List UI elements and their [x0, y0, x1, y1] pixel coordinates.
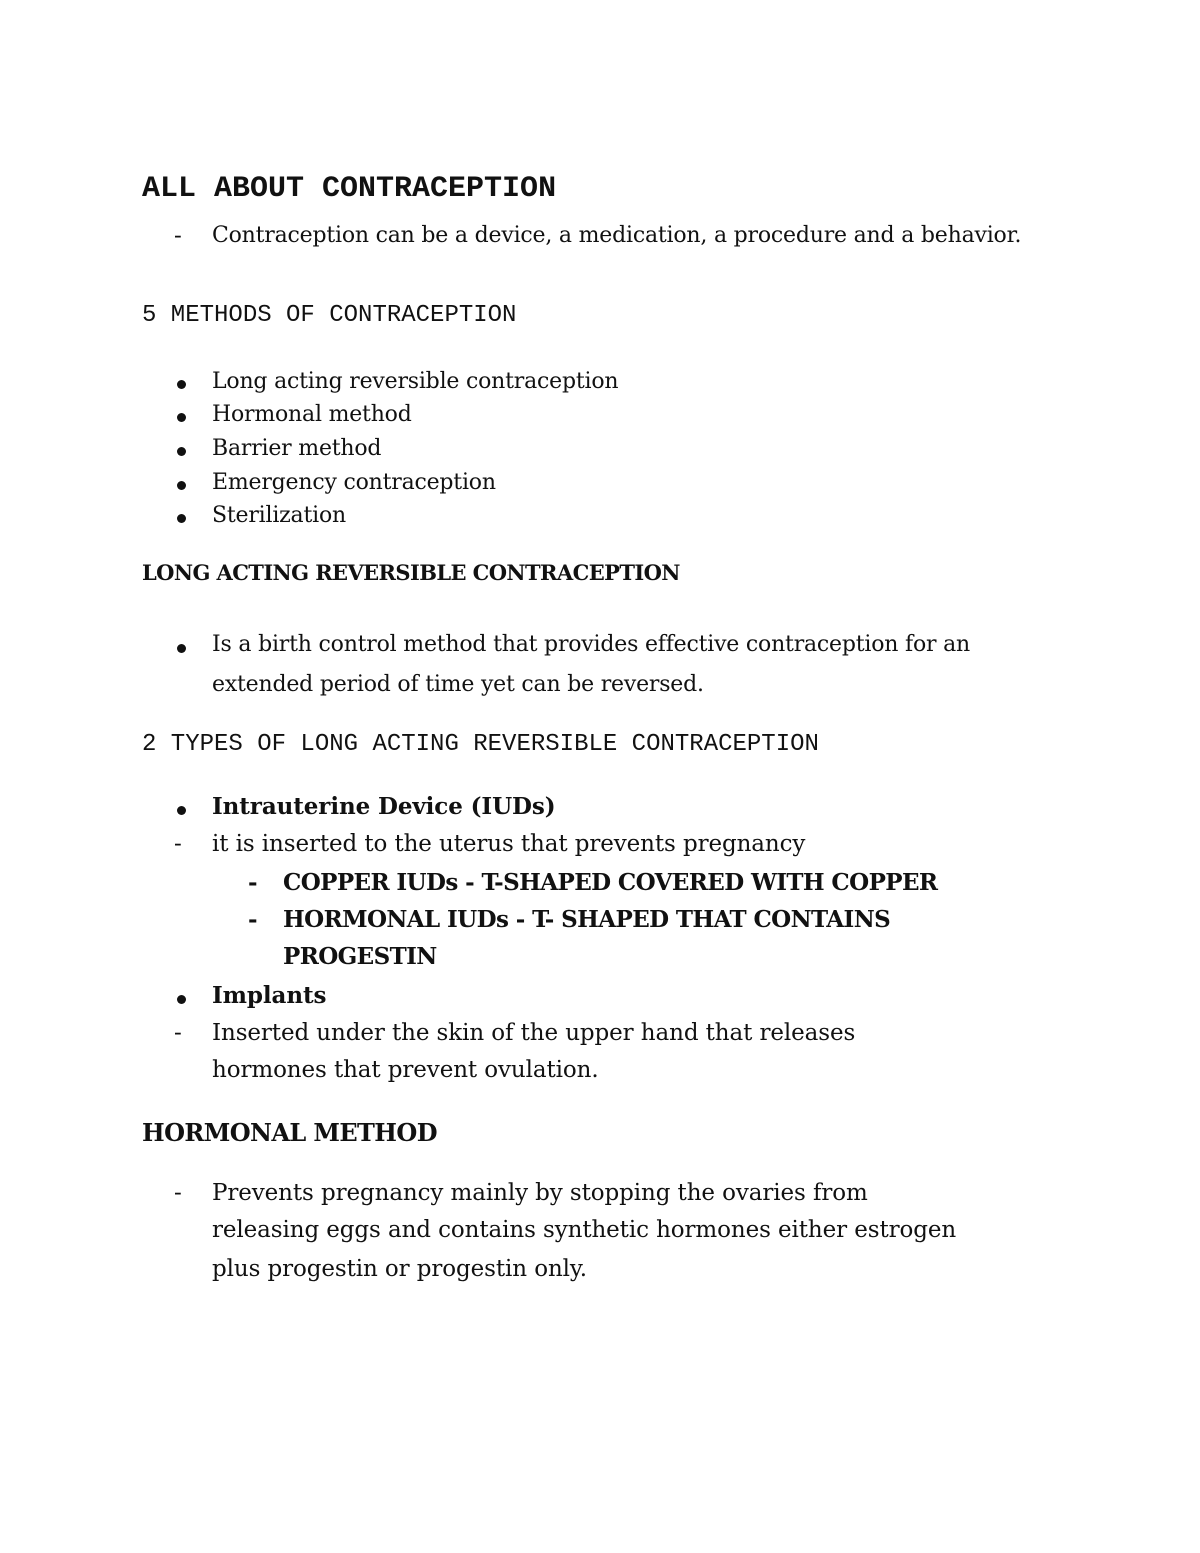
dash-marker: - — [174, 831, 182, 857]
dash-marker: - — [248, 906, 258, 933]
larc-definition-line2: extended period of time yet can be reversed. — [212, 672, 704, 697]
hormonal-iud-line1: HORMONAL IUDs - T- SHAPED THAT CONTAINS — [283, 906, 891, 933]
types-heading: 2 TYPES OF LONG ACTING REVERSIBLE CONTRACEPTION — [142, 731, 819, 758]
iud-title: Intrauterine Device (IUDs) — [212, 793, 556, 820]
bullet-icon — [177, 413, 186, 422]
copper-iud-text: COPPER IUDs - T-SHAPED COVERED WITH COPPER — [283, 869, 938, 896]
intro-text: Contraception can be a device, a medication, a procedure and a behavior. — [212, 223, 1022, 248]
bullet-icon — [177, 806, 186, 815]
bullet-icon — [177, 644, 186, 653]
methods-heading: 5 METHODS OF CONTRACEPTION — [142, 302, 517, 329]
hormonal-iud-line2: PROGESTIN — [283, 943, 437, 970]
dash-marker: - — [174, 223, 182, 249]
hormonal-heading: HORMONAL METHOD — [142, 1118, 437, 1147]
hormonal-line1: Prevents pregnancy mainly by stopping the ovaries from — [212, 1180, 868, 1206]
larc-definition-line1: Is a birth control method that provides effective contraception for an — [212, 632, 971, 657]
list-item: Hormonal method — [212, 402, 412, 427]
dash-marker: - — [174, 1180, 182, 1206]
list-item: Emergency contraception — [212, 470, 496, 495]
larc-heading: LONG ACTING REVERSIBLE CONTRACEPTION — [142, 560, 680, 585]
implants-line1: Inserted under the skin of the upper hand that releases — [212, 1020, 856, 1046]
dash-marker: - — [248, 869, 258, 896]
bullet-icon — [177, 380, 186, 389]
implants-title: Implants — [212, 982, 327, 1009]
list-item: Sterilization — [212, 503, 346, 528]
hormonal-line2: releasing eggs and contains synthetic hormones either estrogen — [212, 1217, 957, 1243]
bullet-icon — [177, 995, 186, 1004]
bullet-icon — [177, 447, 186, 456]
dash-marker: - — [174, 1020, 182, 1046]
bullet-icon — [177, 481, 186, 490]
implants-line2: hormones that prevent ovulation. — [212, 1057, 599, 1083]
list-item: Long acting reversible contraception — [212, 369, 619, 394]
bullet-icon — [177, 514, 186, 523]
hormonal-line3: plus progestin or progestin only. — [212, 1256, 587, 1282]
iud-description: it is inserted to the uterus that prevents pregnancy — [212, 831, 806, 857]
document-title: ALL ABOUT CONTRACEPTION — [142, 172, 557, 206]
list-item: Barrier method — [212, 436, 382, 461]
